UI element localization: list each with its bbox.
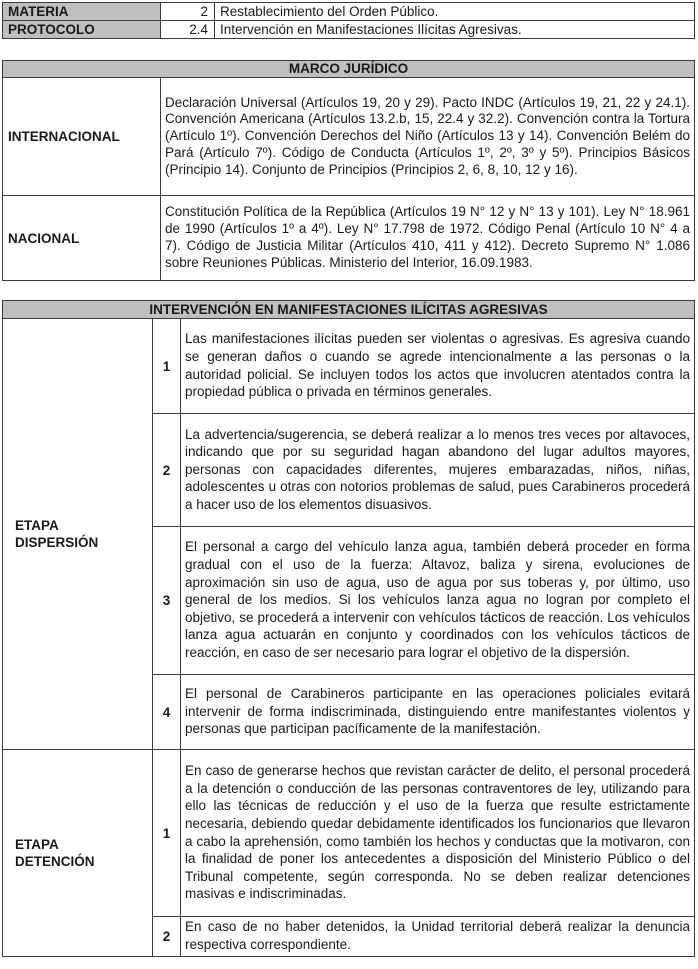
marco-juridico-table: [2, 60, 695, 281]
marco-text-nacional: Constitución Política de la República (Artículos 19 N° 12 y N° 13 y 101). Ley N° 18.961 de 1990 (Artículos 1º a 4º). Ley N° 17.798 de 1972. Código Penal (Artículo 10 N° 4 a 7). Código de Justicia Militar (Artículos 410, 411 y 412). Decreto Supremo N° 1.086 sobre Reuniones Públicas. Ministerio del Interior, 16.09.1983.: [161, 196, 695, 281]
stage-dispersion-line2: DISPERSIÓN: [15, 535, 99, 550]
intervencion-title: INTERVENCIÓN EN MANIFESTACIONES ILÍCITAS AGRESIVAS: [3, 301, 695, 319]
step-number: 3: [153, 527, 181, 675]
step-text: La advertencia/sugerencia, se deberá realizar a lo menos tres veces por altavoces, indicando que por su seguridad hagan abandono del lugar adultos mayores, personas con capacidades diferentes, mujeres embarazadas, niños, niñas, adolescentes u otras con notorios problemas de salud, pues Carabineros procederá a hacer uso de los elementos disuasivos.: [181, 414, 695, 527]
step-text: En caso de generarse hechos que revistan carácter de delito, el personal procederá a la detención o conducción de las personas contraventores de ley, utilizando para ello las técnicas de reducción y el uso de la fuerza que resulte estrictamente necesaria, debiendo quedar debidamente identificados los funcionarios que llevaron a cabo la aprehensión, como también los hechos y conductas que la motivaron, con la finalidad de poner los antecedentes a disposición del Ministerio Público o del Tribunal competente, según corresponda. No se deben realizar detenciones masivas e indiscriminadas.: [181, 750, 695, 917]
table-row: [3, 319, 695, 414]
marco-row-nacional: [3, 196, 695, 281]
step-number: 1: [153, 750, 181, 917]
marco-juridico-title: MARCO JURÍDICO: [3, 61, 695, 78]
stage-detencion: [3, 750, 153, 957]
step-number: 4: [153, 675, 181, 750]
protocolo-number: 2.4: [161, 21, 215, 39]
protocolo-row: [3, 21, 695, 39]
marco-row-internacional: [3, 78, 695, 196]
step-number: 1: [153, 319, 181, 414]
step-number: 2: [153, 414, 181, 527]
stage-detencion-line1: ETAPA: [15, 837, 59, 852]
stage-detencion-line2: DETENCIÓN: [15, 854, 95, 869]
step-text: El personal a cargo del vehículo lanza agua, también deberá proceder en forma gradual con el uso de la fuerza: Altavoz, baliza y sirena, evoluciones de aproximación sin uso de agua, uso de agua por sus toberas y, por último, uso general de los medios. Si los vehículos lanza agua no logran por completo el objetivo, se procederá a intervenir con vehículos tácticos de reacción. Los vehículos lanza agua actuarán en conjunto y coordinados con los vehículos tácticos de reacción, en caso de ser necesario para lograr el objetivo de la dispersión.: [181, 527, 695, 675]
materia-value: Restablecimiento del Orden Público.: [215, 3, 695, 21]
marco-label-internacional: INTERNACIONAL: [3, 78, 161, 196]
step-text: Las manifestaciones ilícitas pueden ser violentas o agresivas. Es agresiva cuando se generan daños o cuando se agrede intencionalmente a las personas o la autoridad policial. Se incluyen todos los actos que involucren atentados contra la propiedad pública o privada en términos generales.: [181, 319, 695, 414]
step-number: 2: [153, 917, 181, 957]
marco-text-internacional: Declaración Universal (Artículos 19, 20 y 29). Pacto INDC (Artículos 19, 21, 22 y 24.1). Convención Americana (Artículos 13.2.b, 15, 22.4 y 32.2). Convención contra la Tortura (Artículo 1º). Convención Derechos del Niño (Artículos 13 y 14). Convención Belém do Pará (Artículo 7º). Código de Conducta (Artículos 1º, 2º, 3º y 5º). Principios Básicos (Principio 14). Conjunto de Principios (Principios 2, 6, 8, 10, 12 y 16).: [161, 78, 695, 196]
stage-dispersion: [3, 319, 153, 750]
protocolo-value: Intervención en Manifestaciones Ilícitas Agresivas.: [215, 21, 695, 39]
intervencion-table: [2, 300, 695, 957]
table-row: [3, 750, 695, 917]
materia-number: 2: [161, 3, 215, 21]
protocol-header-table: [2, 2, 695, 39]
materia-row: [3, 3, 695, 21]
materia-label: MATERIA: [3, 3, 161, 21]
step-text: En caso de no haber detenidos, la Unidad territorial deberá realizar la denuncia respectiva correspondiente.: [181, 917, 695, 957]
step-text: El personal de Carabineros participante en las operaciones policiales evitará intervenir de forma indiscriminada, distinguiendo entre manifestantes violentos y personas que participan pacíficamente de la manifestación.: [181, 675, 695, 750]
stage-dispersion-line1: ETAPA: [15, 518, 59, 533]
marco-label-nacional: NACIONAL: [3, 196, 161, 281]
protocolo-label: PROTOCOLO: [3, 21, 161, 39]
